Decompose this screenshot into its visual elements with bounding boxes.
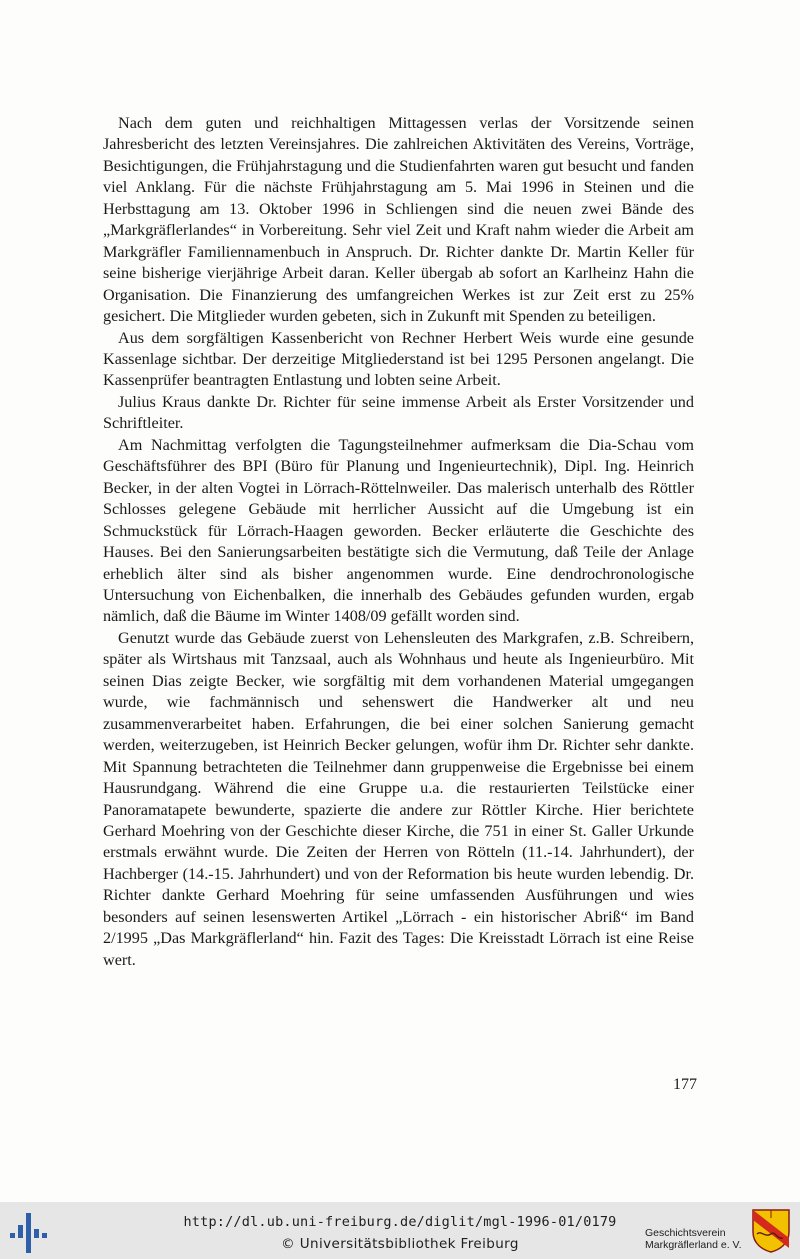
- paragraph: Am Nachmittag verfolgten die Tagungsteilnehmer aufmerksam die Dia-Schau vom Geschäftsführer des BPI (Büro für Planung und Ingenieurtechnik), Dipl. Ing. Heinrich Becker, in der alten Vogtei in Lörrach-Röttelnweiler. Das malerisch unterhalb des Röttler Schlosses gelegene Gebäude mit herrlicher Aussicht auf die Umgebung ist ein Schmuckstück für Lörrach-Haagen geworden. Becker erläuterte die Geschichte des Hauses. Bei den Sanierungsarbeiten bestätigte sich die Vermutung, daß Teile der Anlage erheblich älter sind als bisher angenommen wurde. Eine dendrochronologische Untersuchung von Eichenbalken, die innerhalb des Gebäudes gefunden wurden, ergab nämlich, daß die Bäume im Winter 1408/09 gefällt worden sind.: [103, 435, 694, 626]
- society-name-line: Geschichtsverein: [645, 1227, 726, 1239]
- body-text: [103, 113, 694, 971]
- copyright-notice: © Universitätsbibliothek Freiburg: [281, 1236, 519, 1252]
- society-name: [645, 1227, 755, 1251]
- society-name-line: Markgräflerland e. V.: [645, 1239, 742, 1251]
- paragraph: Julius Kraus dankte Dr. Richter für seine immense Arbeit als Erster Vorsitzender und Schriftleiter.: [103, 392, 694, 433]
- paragraph: Genutzt wurde das Gebäude zuerst von Lehensleuten des Markgrafen, z.B. Schreibern, später als Wirtshaus mit Tanzsaal, auch als Wohnhaus und heute als Ingenieurbüro. Mit seinen Dias zeigte Becker, wie sorgfältig mit dem vorhandenen Material umgegangen wurde, wie fachmännisch und sehenswert die Handwerker alt und neu zusammenverarbeitet haben. Erfahrungen, die bei einer solchen Sanierung gemacht werden, weiterzugeben, ist Heinrich Becker gelungen, wofür ihm Dr. Richter sehr dankte. Mit Spannung betrachteten die Teilnehmer dann gruppenweise die Ergebnisse bei einem Hausrundgang. Während die eine Gruppe u.a. die restaurierten Teilstücke einer Panoramatapete bewunderte, spazierte die andere zur Röttler Kirche. Hier berichtete Gerhard Moehring von der Geschichte dieser Kirche, die 751 in einer St. Galler Urkunde erstmals erwähnt wurde. Die Zeiten der Herren von Rötteln (11.-14. Jahrhundert), der Hachberger (14.-15. Jahrhundert) und von der Reformation bis heute wurden lebendig. Dr. Richter dankte Gerhard Moehring für seine umfassenden Ausführungen und wies besonders auf seinen lesenswerten Artikel „Lörrach - ein historischer Abriß“ im Band 2/1995 „Das Markgräflerland“ hin. Fazit des Tages: Die Kreisstadt Lörrach ist eine Reise wert.: [103, 628, 694, 969]
- paragraph: Aus dem sorgfältigen Kassenbericht von Rechner Herbert Weis wurde eine gesunde Kassenlage sichtbar. Der derzeitige Mitgliederstand ist bei 1295 Personen angelangt. Die Kassenprüfer beantragten Entlastung und lobten seine Arbeit.: [103, 328, 694, 390]
- page-number: 177: [673, 1076, 697, 1093]
- paragraph: Nach dem guten und reichhaltigen Mittagessen verlas der Vorsitzende seinen Jahresbericht des letzten Vereinsjahres. Die zahlreichen Aktivitäten des Vereins, Vorträge, Besichtigungen, die Frühjahrstagung und die Studienfahrten waren gut besucht und fanden viel Anklang. Für die nächste Frühjahrstagung am 5. Mai 1996 in Steinen und die Herbsttagung am 13. Oktober 1996 in Schliengen sind die neuen zwei Bände des „Markgräflerlandes“ in Vorbereitung. Sehr viel Zeit und Kraft nahm wieder die Arbeit am Markgräfler Familiennamenbuch in Anspruch. Dr. Richter dankte Dr. Martin Keller für seine bisherige vierjährige Arbeit daran. Keller übergab ab sofort an Karlheinz Hahn die Organisation. Die Finanzierung des umfangreichen Werkes ist zur Zeit erst zu 25% gesichert. Die Mitglieder wurden gebeten, sich in Zukunft mit Spenden zu beteiligen.: [103, 114, 694, 326]
- source-url-link[interactable]: http://dl.ub.uni-freiburg.de/diglit/mgl-1996-01/0179: [183, 1214, 617, 1230]
- library-logo-icon: [8, 1211, 52, 1255]
- coat-of-arms-icon: [751, 1208, 791, 1254]
